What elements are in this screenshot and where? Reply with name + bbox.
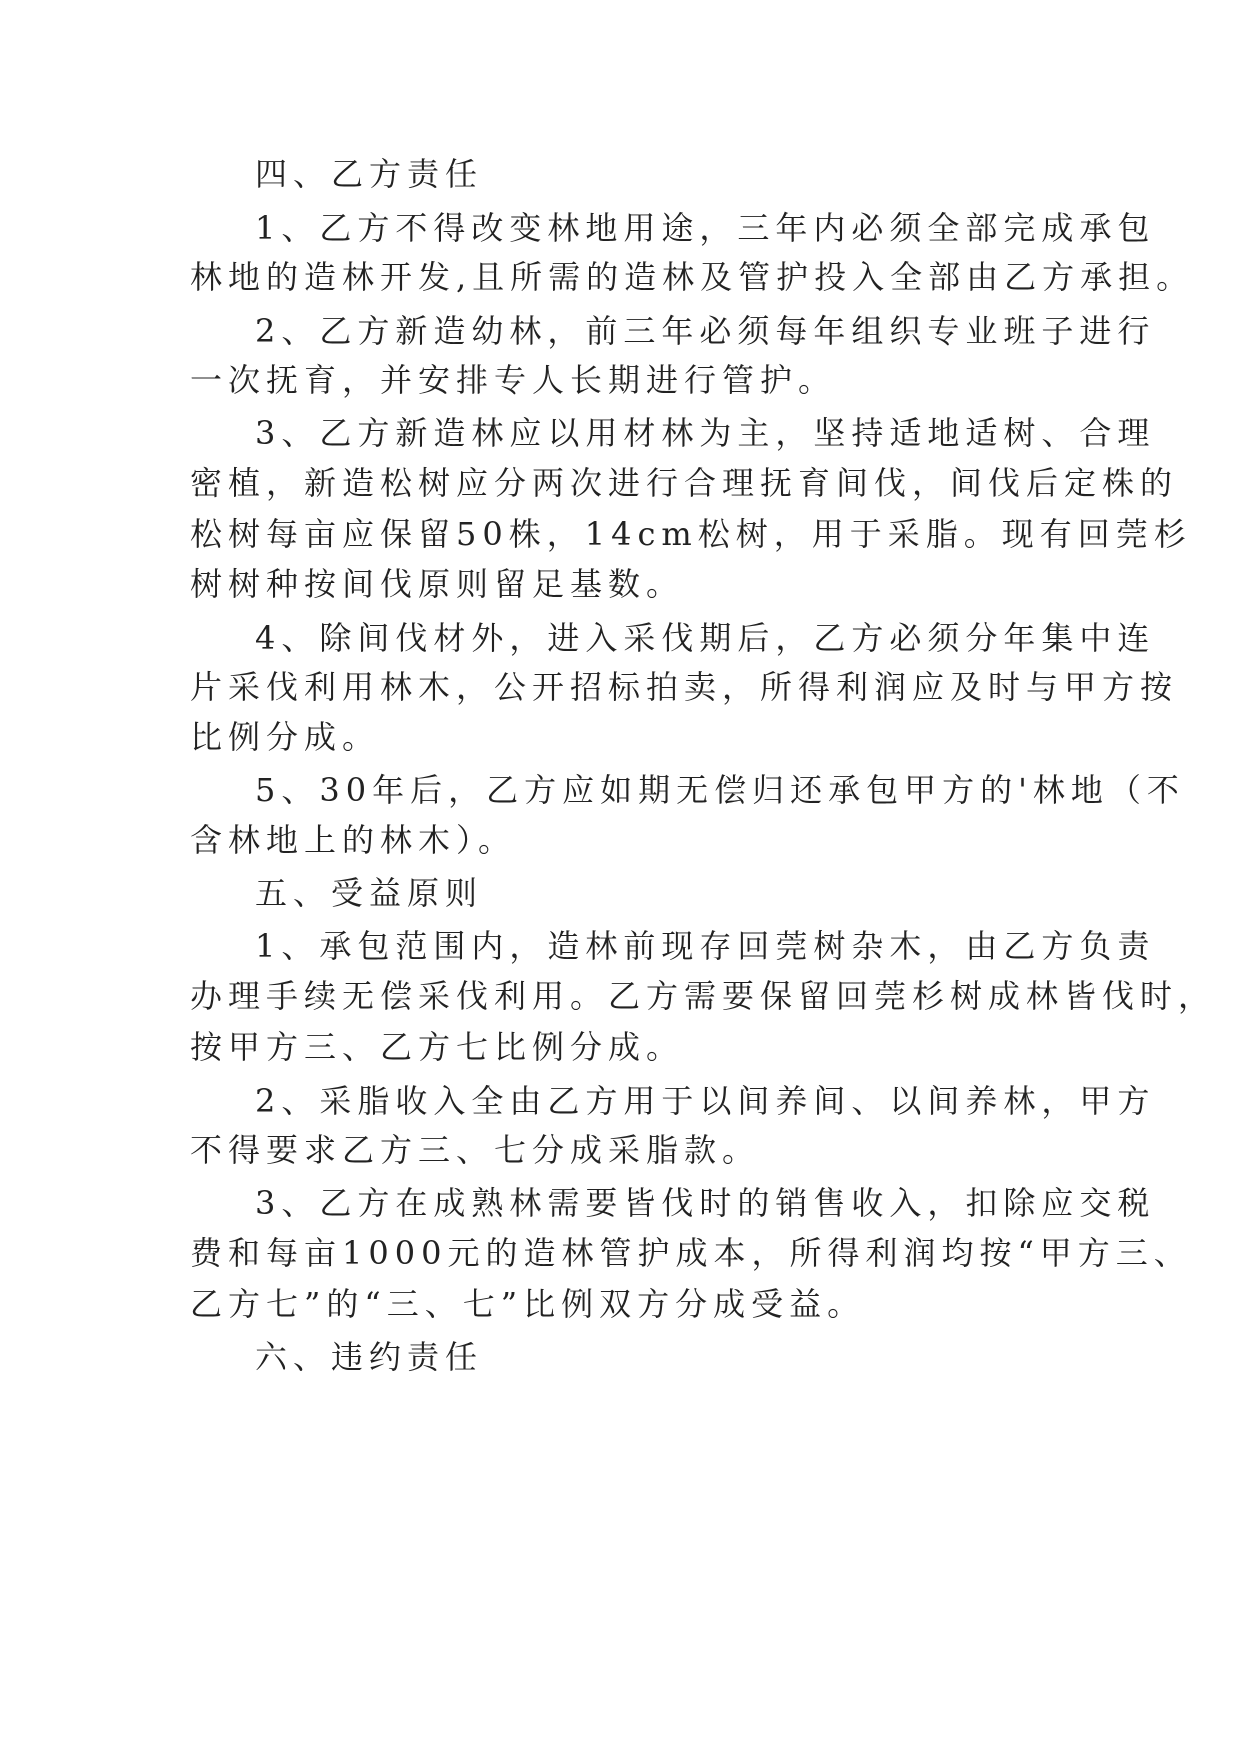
paragraph-line: 片采伐利用林木，公开招标拍卖，所得利润应及时与甲方按 xyxy=(190,668,1179,706)
section-heading-6: 六、违约责任 xyxy=(255,1338,484,1376)
paragraph-line: 不得要求乙方三、七分成采脂款。 xyxy=(190,1131,761,1169)
paragraph-line: 5、30年后，乙方应如期无偿归还承包甲方的'林地（不 xyxy=(255,771,1185,809)
paragraph-line: 3、乙方在成熟林需要皆伐时的销售收入，扣除应交税 xyxy=(255,1184,1156,1222)
paragraph-line: 林地的造林开发,且所需的造林及管护投入全部由乙方承担。 xyxy=(190,258,1195,296)
paragraph-line: 办理手续无偿采伐利用。乙方需要保留回莞杉树成林皆伐时， xyxy=(190,977,1217,1015)
paragraph-line: 2、采脂收入全由乙方用于以间养间、以间养林，甲方 xyxy=(255,1082,1156,1120)
paragraph-line: 1、乙方不得改变林地用途，三年内必须全部完成承包 xyxy=(255,209,1156,247)
paragraph-line: 比例分成。 xyxy=(190,718,381,756)
paragraph-line: 2、乙方新造幼林，前三年必须每年组织专业班子进行 xyxy=(255,312,1156,350)
paragraph-line: 松树每亩应保留50株，14cm松树，用于采脂。现有回莞杉 xyxy=(190,515,1192,553)
paragraph-line: 密植，新造松树应分两次进行合理抚育间伐，间伐后定株的 xyxy=(190,464,1179,502)
paragraph-line: 树树种按间伐原则留足基数。 xyxy=(190,565,685,603)
paragraph-line: 一次抚育，并安排专人长期进行管护。 xyxy=(190,361,837,399)
paragraph-line: 费和每亩1000元的造林管护成本，所得利润均按“甲方三、 xyxy=(190,1234,1192,1272)
paragraph-line: 1、承包范围内，造林前现存回莞树杂木，由乙方负责 xyxy=(255,927,1156,965)
paragraph-line: 3、乙方新造林应以用材林为主，坚持适地适树、合理 xyxy=(255,414,1156,452)
paragraph-line: 乙方七”的“三、七”比例双方分成受益。 xyxy=(190,1285,866,1323)
paragraph-line: 4、除间伐材外，进入采伐期后，乙方必须分年集中连 xyxy=(255,619,1156,657)
paragraph-line: 含林地上的林木）。 xyxy=(190,821,517,859)
section-heading-4: 四、乙方责任 xyxy=(255,155,484,193)
section-heading-5: 五、受益原则 xyxy=(255,874,484,912)
paragraph-line: 按甲方三、乙方七比例分成。 xyxy=(190,1028,685,1066)
